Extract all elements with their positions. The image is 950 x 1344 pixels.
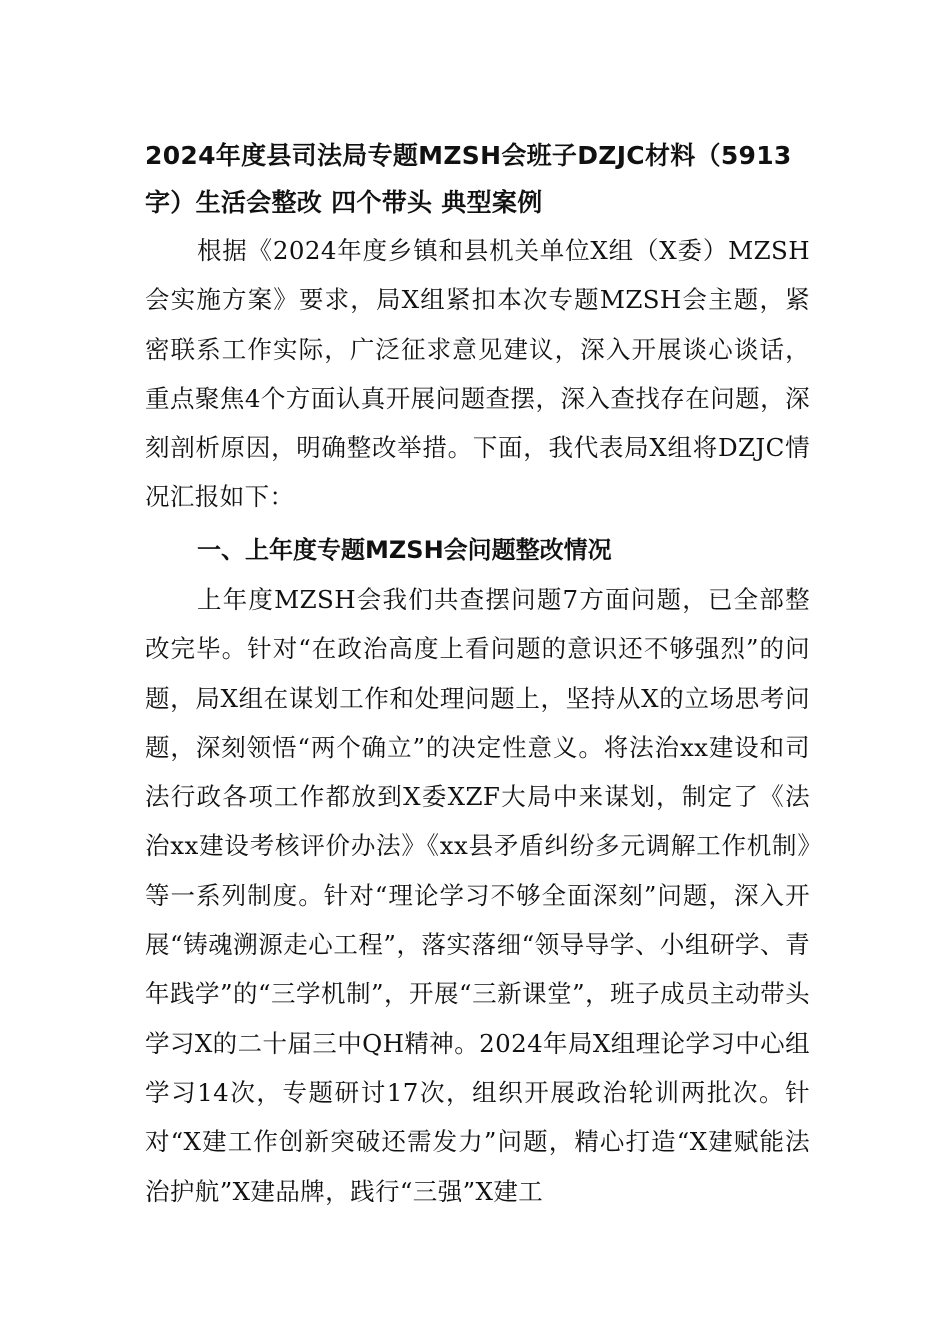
document-title: 2024年度县司法局专题MZSH会班子DZJC材料（5913字）生活会整改 四个带头 典型案例 xyxy=(145,141,792,217)
intro-paragraph: 根据《2024年度乡镇和县机关单位X组（X委）MZSH会实施方案》要求，局X组紧扣本次专题MZSH会主题，紧密联系工作实际，广泛征求意见建议，深入开展谈心谈话，重点聚焦4个方面认真开展问题查摆，深入查找存在问题，深刻剖析原因，明确整改举措。下面，我代表局X组将DZJC情况汇报如下： xyxy=(145,236,810,512)
section-paragraph: 上年度MZSH会我们共查摆问题7方面问题，已全部整改完毕。针对“在政治高度上看问题的意识还不够强烈”的问题，局X组在谋划工作和处理问题上，坚持从X的立场思考问题，深刻领悟“两个确立”的决定性意义。将法治xx建设和司法行政各项工作都放到X委XZF大局中来谋划，制定了《法治xx建设考核评价办法》《xx县矛盾纠纷多元调解工作机制》等一系列制度。针对“理论学习不够全面深刻”问题，深入开展“铸魂溯源走心工程”，落实落细“领导导学、小组研学、青年践学”的“三学机制”，开展“三新课堂”，班子成员主动带头学习X的二十届三中QH精神。2024年局X组理论学习中心组学习14次，专题研讨17次，组织开展政治轮训两批次。针对“X建工作创新突破还需发力”问题，精心打造“X建赋能法治护航”X建品牌，践行“三强”X建工 xyxy=(145,585,810,1206)
section-heading: 一、上年度专题MZSH会问题整改情况 xyxy=(197,536,612,564)
